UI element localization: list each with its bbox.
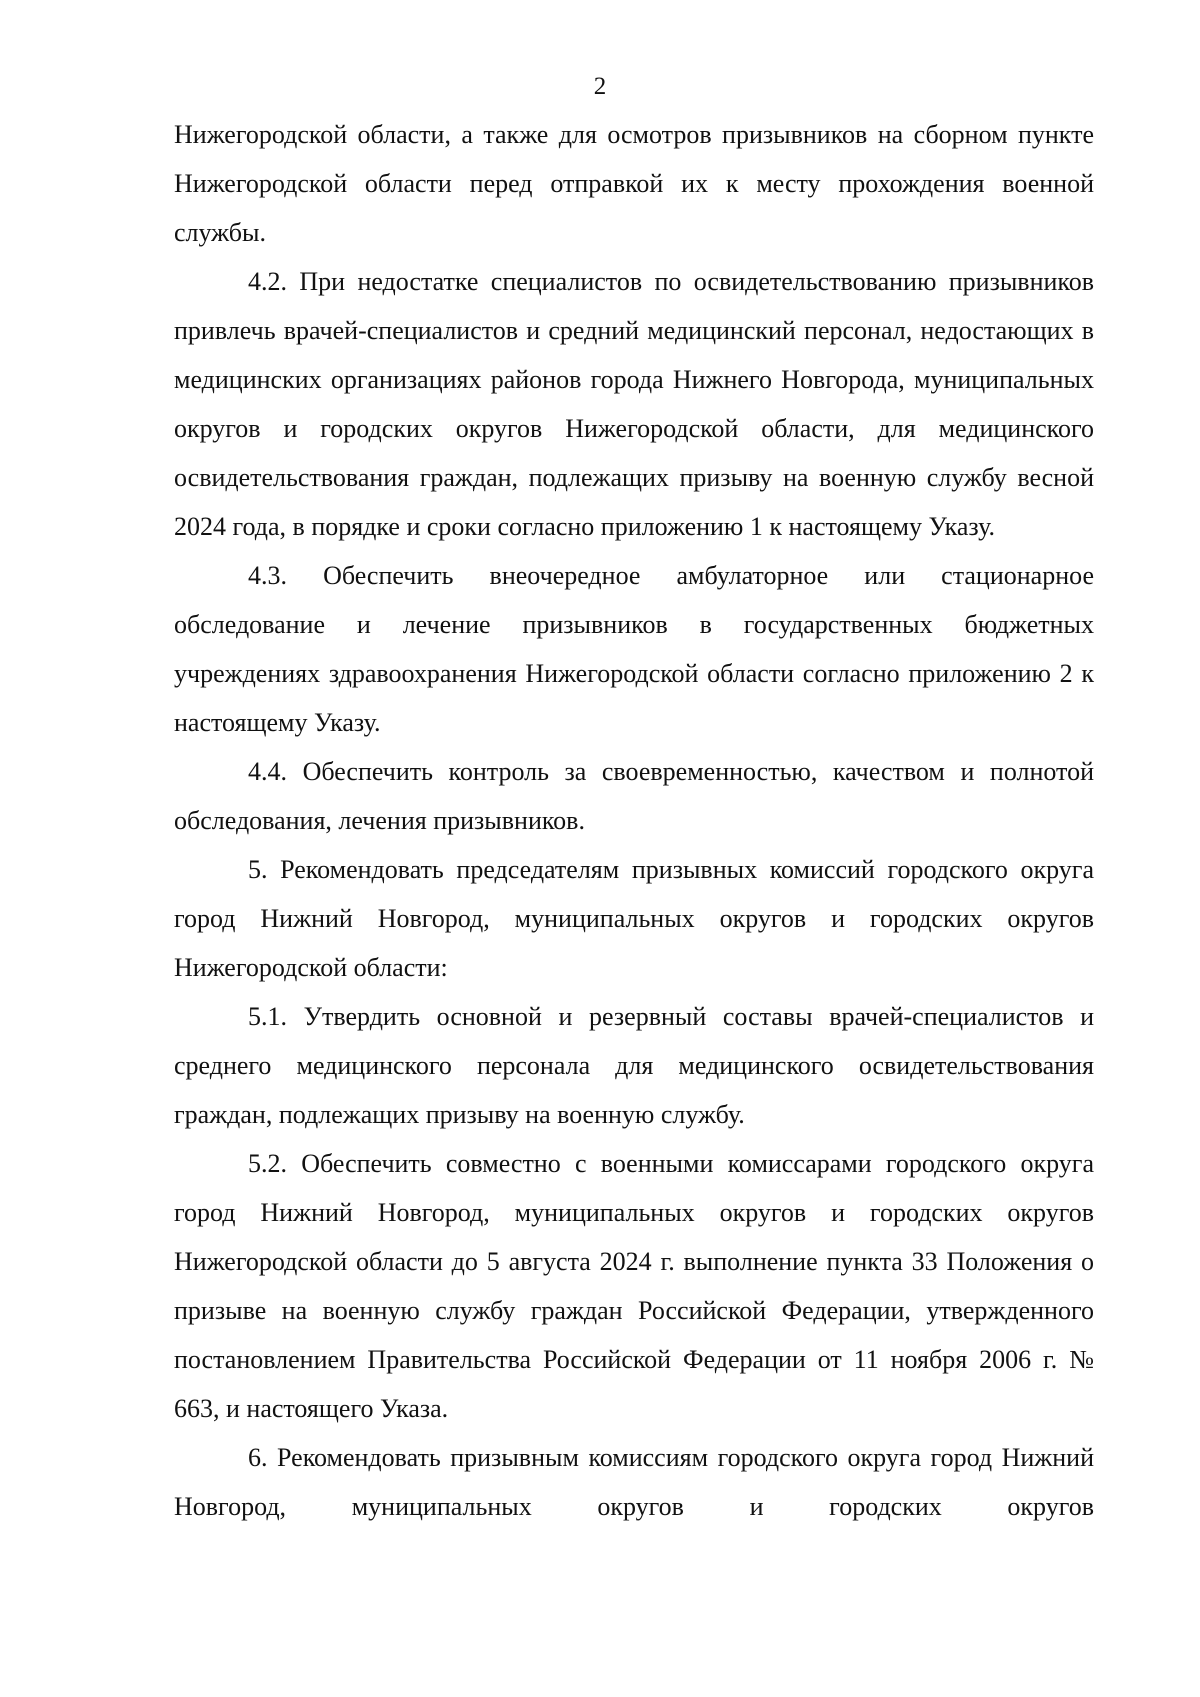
document-body [174,110,1094,1531]
paragraph-5: 5. Рекомендовать председателям призывных комиссий городского округа город Нижний Новгород, муниципальных округов и городских округов Нижегородской области: [174,855,1094,982]
paragraph-6: 6. Рекомендовать призывным комиссиям городского округа город Нижний Новгород, муниципальных округов и городских округов [174,1443,1094,1521]
paragraph-4-2: 4.2. При недостатке специалистов по освидетельствованию призывников привлечь врачей-специалистов и средний медицинский персонал, недостающих в медицинских организациях районов города Нижнего Новгорода, муниципальных округов и городских округов Нижегородской области, для медицинского освидетельствования граждан, подлежащих призыву на военную службу весной 2024 года, в порядке и сроки согласно приложению 1 к настоящему Указу. [174,267,1094,541]
paragraph-5-2: 5.2. Обеспечить совместно с военными комиссарами городского округа город Нижний Новгород, муниципальных округов и городских округов Нижегородской области до 5 августа 2024 г. выполнение пункта 33 Положения о призыве на военную службу граждан Российской Федерации, утвержденного постановлением Правительства Российской Федерации от 11 ноября 2006 г. № 663, и настоящего Указа. [174,1149,1094,1423]
paragraph-5-1: 5.1. Утвердить основной и резервный составы врачей-специалистов и среднего медицинского персонала для медицинского освидетельствования граждан, подлежащих призыву на военную службу. [174,1002,1094,1129]
paragraph-4-3: 4.3. Обеспечить внеочередное амбулаторное или стационарное обследование и лечение призывников в государственных бюджетных учреждениях здравоохранения Нижегородской области согласно приложению 2 к настоящему Указу. [174,561,1094,737]
page-number: 2 [593,73,607,100]
paragraph-continuation: Нижегородской области, а также для осмотров призывников на сборном пункте Нижегородской области перед отправкой их к месту прохождения военной службы. [174,120,1094,247]
paragraph-4-4: 4.4. Обеспечить контроль за своевременностью, качеством и полнотой обследования, лечения призывников. [174,757,1094,835]
